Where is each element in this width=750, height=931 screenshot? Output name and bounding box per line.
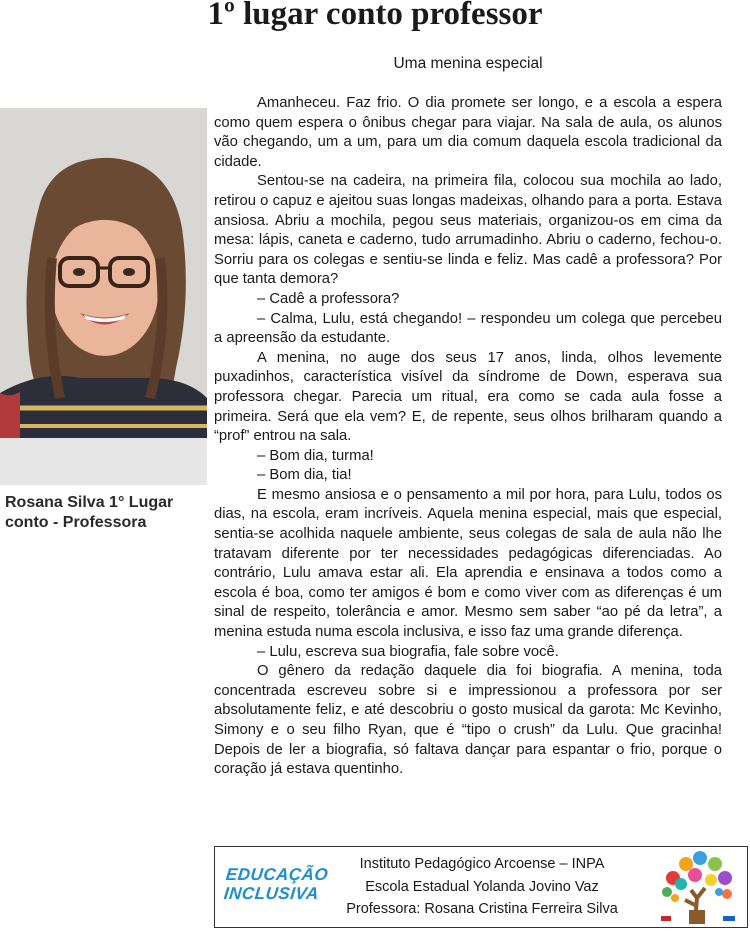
institute-name: Instituto Pedagógico Arcoense – INPA (359, 856, 605, 872)
author-caption: Rosana Silva 1° Lugar conto - Professora (5, 494, 174, 531)
story-paragraph: A menina, no auge dos seus 17 anos, linda, olhos levemente puxadinhos, característica visível da síndrome de Down, esperava sua professora chegar. Parecia um ritual, era como se cada aula fosse a primeira. Será que ela vem? E, de repente, seus olhos brilharam quando a “prof” entrou na sala. (214, 349, 722, 445)
educacao-inclusiva-logo (223, 865, 330, 903)
story-paragraph: – Bom dia, turma! (257, 447, 374, 464)
teacher-name: Professora: Rosana Cristina Ferreira Silva (346, 901, 618, 917)
logo-line: EDUCAÇÃO (225, 865, 330, 884)
story-paragraph: E mesmo ansiosa e o pensamento a mil por hora, para Lulu, todos os dias, na escola, eram incríveis. Aquela menina especial, mais que especial, sentia-se acolhida naquele ambiente, seus colegas de sala de aula não lhe tratavam diferente por ter necessidades pedagógicas diferenciadas. Ao contrário, Lulu amava estar ali. Ela aprendia e ensinava a todos como a escola é boa, como ter amigos é bom e como viver com as diferenças é um sinal de respeito, tolerância e amor. Mesmo sem saber “ao pé da letra”, a menina estuda numa escola inclusiva, e isso faz uma grande diferença. (214, 486, 722, 641)
story-paragraph: – Cadê a professora? (257, 290, 400, 307)
story-title: Uma menina especial (393, 55, 543, 72)
footer-credits (329, 853, 635, 921)
story-paragraph: Amanheceu. Faz frio. O dia promete ser longo, e a escola a espera como quem espera o ônibus chegar para viajar. Na sala de aula, os alunos vão chegando, um a um, para um dia comum daquela escola tradicional da cidade. (214, 95, 722, 170)
story-paragraph: – Bom dia, tia! (257, 467, 352, 484)
story-paragraph: – Lulu, escreva sua biografia, fale sobre você. (257, 643, 559, 660)
story-paragraph: O gênero da redação daquele dia foi biografia. A menina, toda concentrada escreveu sobre si e impressionou a professora por ser absolutamente feliz, e até descobriu o gosto musical da garota: Mc Kevinho, Simony e o seu filho Ryan, que é “tipo o crush” da Lulu. Que gracinha! Depois de ler a biografia, só faltava dançar para espantar o frio, porque o coração já estava quentinho. (214, 663, 722, 778)
puzzle-tree-icon (653, 850, 743, 925)
footer-box (214, 846, 748, 928)
school-name: Escola Estadual Yolanda Jovino Vaz (365, 878, 599, 895)
logo-line: INCLUSIVA (223, 884, 320, 903)
story-body (214, 94, 722, 780)
story-paragraph: – Calma, Lulu, está chegando! – respondeu um colega que percebeu a apreensão da estudante. (214, 310, 722, 347)
page-title: 1º lugar conto professor (207, 0, 543, 32)
story-paragraph: Sentou-se na cadeira, na primeira fila, colocou sua mochila ao lado, retirou o capuz e ajeitou suas longas madeixas, olhando para a porta. Estava ansiosa. Abriu a mochila, pegou seus materiais, organizou-os em cima da mesa: lápis, caneta e caderno, tudo arrumadinho. Abriu o caderno, fechou-o. Sorriu para os colegas e sentiu-se linda e feliz. Mas cadê a professora? Por que tanta demora? (214, 173, 722, 288)
author-photo (0, 108, 207, 485)
